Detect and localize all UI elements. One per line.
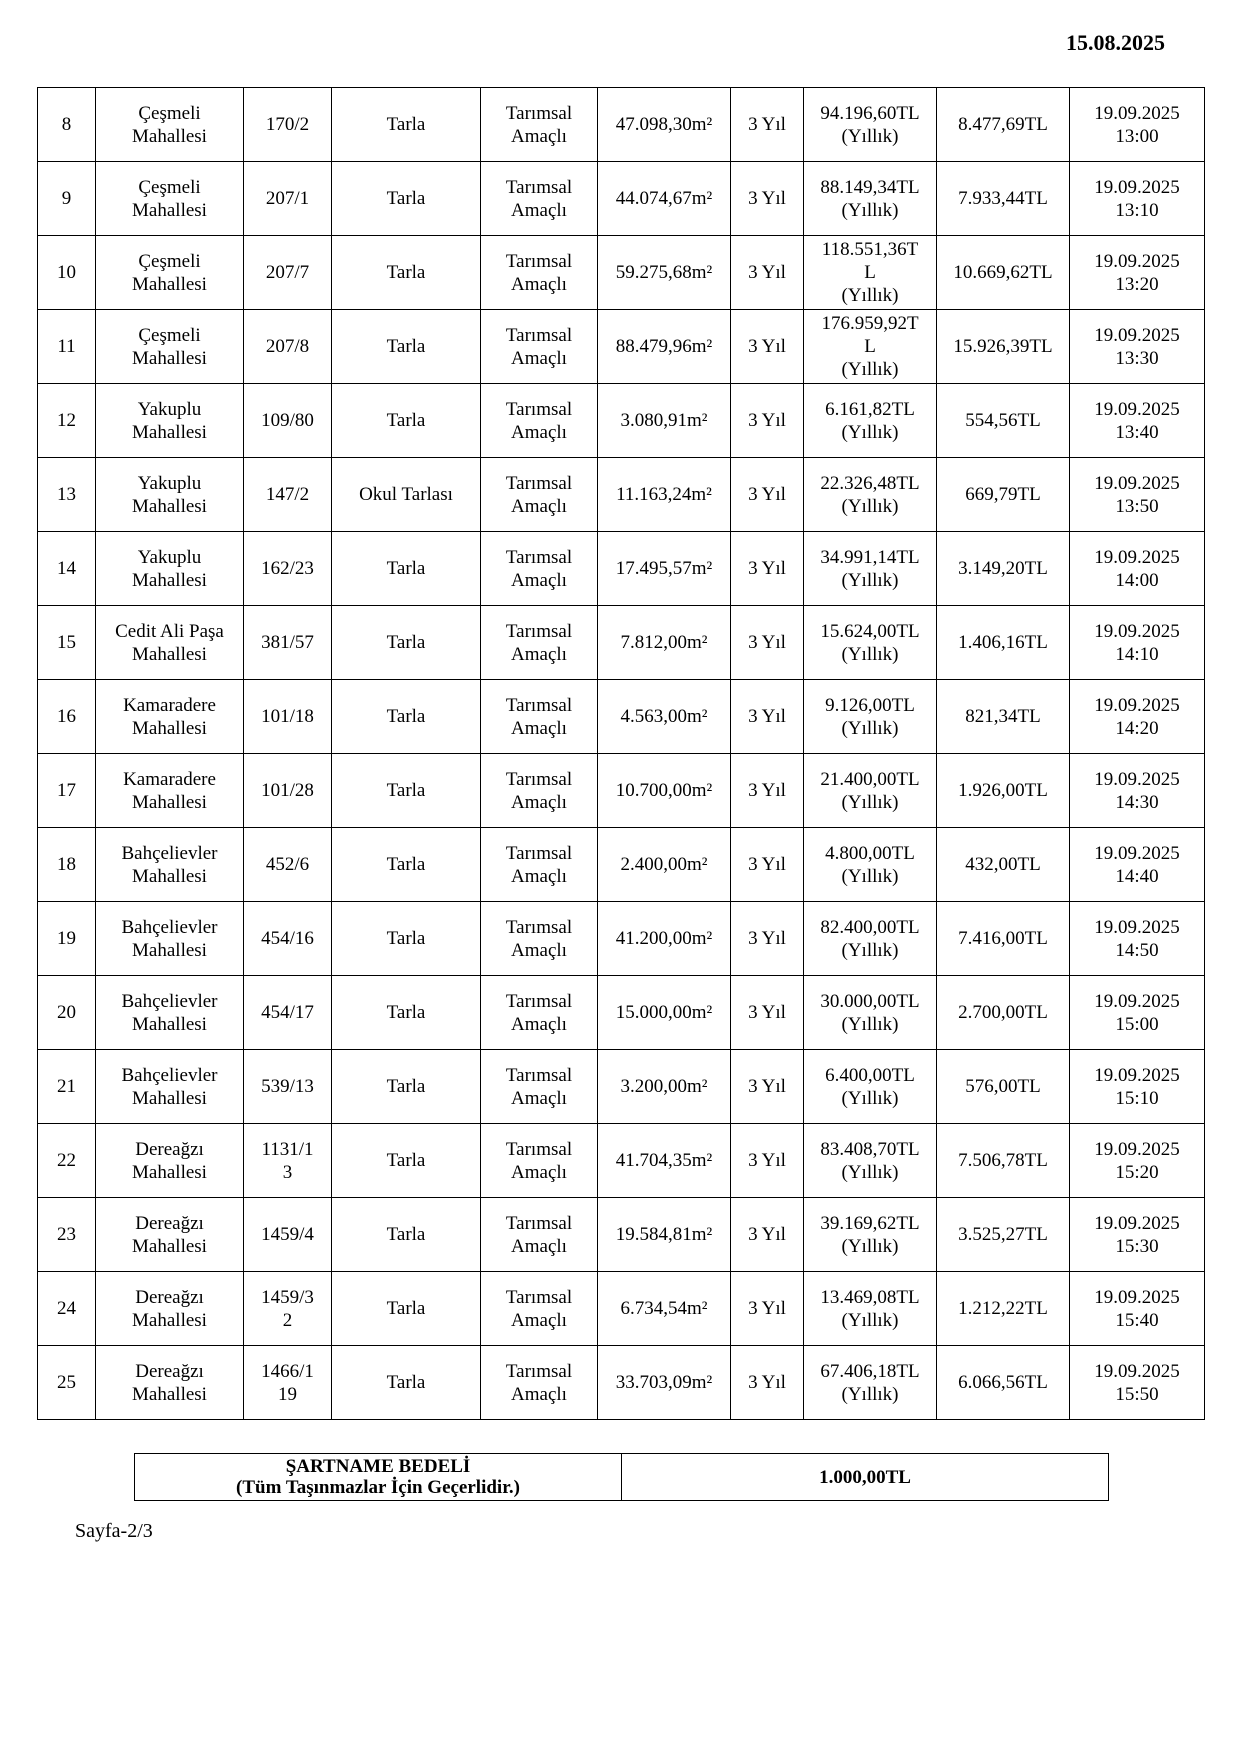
guarantee-cell: 1.212,22TL: [937, 1272, 1070, 1346]
duration-cell: 3 Yıl: [731, 976, 804, 1050]
neighborhood-cell: Yakuplu Mahallesi: [96, 532, 244, 606]
land-type-cell: Tarla: [332, 902, 481, 976]
table-row: [38, 606, 1205, 680]
guarantee-cell: 821,34TL: [937, 680, 1070, 754]
parcel-cell: 452/6: [244, 828, 332, 902]
duration-cell: 3 Yıl: [731, 1124, 804, 1198]
specification-fee-row: [135, 1454, 1109, 1501]
tender-datetime-cell: 19.09.2025 14:40: [1070, 828, 1205, 902]
purpose-cell: Tarımsal Amaçlı: [481, 310, 598, 384]
guarantee-cell: 7.933,44TL: [937, 162, 1070, 236]
land-type-cell: Tarla: [332, 606, 481, 680]
tender-datetime-cell: 19.09.2025 13:40: [1070, 384, 1205, 458]
neighborhood-cell: Yakuplu Mahallesi: [96, 458, 244, 532]
parcel-cell: 1459/3 2: [244, 1272, 332, 1346]
neighborhood-cell: Dereağzı Mahallesi: [96, 1272, 244, 1346]
area-cell: 6.734,54m²: [598, 1272, 731, 1346]
parcel-cell: 101/28: [244, 754, 332, 828]
tender-datetime-cell: 19.09.2025 14:20: [1070, 680, 1205, 754]
row-number: 19: [38, 902, 96, 976]
neighborhood-cell: Çeşmeli Mahallesi: [96, 310, 244, 384]
guarantee-cell: 3.525,27TL: [937, 1198, 1070, 1272]
duration-cell: 3 Yıl: [731, 236, 804, 310]
parcel-cell: 162/23: [244, 532, 332, 606]
parcel-cell: 109/80: [244, 384, 332, 458]
parcel-cell: 170/2: [244, 88, 332, 162]
estimated-price-cell: 21.400,00TL (Yıllık): [804, 754, 937, 828]
guarantee-cell: 554,56TL: [937, 384, 1070, 458]
neighborhood-cell: Cedit Ali Paşa Mahallesi: [96, 606, 244, 680]
area-cell: 44.074,67m²: [598, 162, 731, 236]
row-number: 18: [38, 828, 96, 902]
table-row: [38, 384, 1205, 458]
tender-datetime-cell: 19.09.2025 15:00: [1070, 976, 1205, 1050]
guarantee-cell: 7.506,78TL: [937, 1124, 1070, 1198]
neighborhood-cell: Çeşmeli Mahallesi: [96, 236, 244, 310]
estimated-price-cell: 34.991,14TL (Yıllık): [804, 532, 937, 606]
table-row: [38, 976, 1205, 1050]
duration-cell: 3 Yıl: [731, 1050, 804, 1124]
property-table-body: [38, 88, 1205, 1420]
tender-datetime-cell: 19.09.2025 15:30: [1070, 1198, 1205, 1272]
estimated-price-cell: 9.126,00TL (Yıllık): [804, 680, 937, 754]
area-cell: 2.400,00m²: [598, 828, 731, 902]
parcel-cell: 207/7: [244, 236, 332, 310]
estimated-price-cell: 39.169,62TL (Yıllık): [804, 1198, 937, 1272]
row-number: 11: [38, 310, 96, 384]
estimated-price-cell: 6.161,82TL (Yıllık): [804, 384, 937, 458]
row-number: 16: [38, 680, 96, 754]
purpose-cell: Tarımsal Amaçlı: [481, 1198, 598, 1272]
area-cell: 10.700,00m²: [598, 754, 731, 828]
tender-datetime-cell: 19.09.2025 14:50: [1070, 902, 1205, 976]
purpose-cell: Tarımsal Amaçlı: [481, 162, 598, 236]
land-type-cell: Tarla: [332, 384, 481, 458]
estimated-price-cell: 15.624,00TL (Yıllık): [804, 606, 937, 680]
neighborhood-cell: Bahçelievler Mahallesi: [96, 828, 244, 902]
purpose-cell: Tarımsal Amaçlı: [481, 976, 598, 1050]
estimated-price-cell: 6.400,00TL (Yıllık): [804, 1050, 937, 1124]
area-cell: 47.098,30m²: [598, 88, 731, 162]
parcel-cell: 539/13: [244, 1050, 332, 1124]
guarantee-cell: 3.149,20TL: [937, 532, 1070, 606]
area-cell: 3.080,91m²: [598, 384, 731, 458]
table-row: [38, 1050, 1205, 1124]
tender-datetime-cell: 19.09.2025 15:50: [1070, 1346, 1205, 1420]
land-type-cell: Tarla: [332, 236, 481, 310]
duration-cell: 3 Yıl: [731, 88, 804, 162]
guarantee-cell: 6.066,56TL: [937, 1346, 1070, 1420]
guarantee-cell: 1.406,16TL: [937, 606, 1070, 680]
estimated-price-cell: 22.326,48TL (Yıllık): [804, 458, 937, 532]
neighborhood-cell: Çeşmeli Mahallesi: [96, 162, 244, 236]
row-number: 10: [38, 236, 96, 310]
guarantee-cell: 1.926,00TL: [937, 754, 1070, 828]
duration-cell: 3 Yıl: [731, 384, 804, 458]
estimated-price-cell: 4.800,00TL (Yıllık): [804, 828, 937, 902]
land-type-cell: Tarla: [332, 532, 481, 606]
table-row: [38, 310, 1205, 384]
tender-datetime-cell: 19.09.2025 15:10: [1070, 1050, 1205, 1124]
duration-cell: 3 Yıl: [731, 458, 804, 532]
duration-cell: 3 Yıl: [731, 606, 804, 680]
guarantee-cell: 669,79TL: [937, 458, 1070, 532]
row-number: 14: [38, 532, 96, 606]
table-row: [38, 1272, 1205, 1346]
area-cell: 41.200,00m²: [598, 902, 731, 976]
tender-datetime-cell: 19.09.2025 15:40: [1070, 1272, 1205, 1346]
land-type-cell: Tarla: [332, 88, 481, 162]
duration-cell: 3 Yıl: [731, 1198, 804, 1272]
table-row: [38, 88, 1205, 162]
duration-cell: 3 Yıl: [731, 1272, 804, 1346]
row-number: 12: [38, 384, 96, 458]
row-number: 25: [38, 1346, 96, 1420]
row-number: 23: [38, 1198, 96, 1272]
parcel-cell: 454/16: [244, 902, 332, 976]
duration-cell: 3 Yıl: [731, 162, 804, 236]
row-number: 21: [38, 1050, 96, 1124]
neighborhood-cell: Bahçelievler Mahallesi: [96, 976, 244, 1050]
table-row: [38, 162, 1205, 236]
parcel-cell: 207/1: [244, 162, 332, 236]
area-cell: 59.275,68m²: [598, 236, 731, 310]
purpose-cell: Tarımsal Amaçlı: [481, 1272, 598, 1346]
purpose-cell: Tarımsal Amaçlı: [481, 88, 598, 162]
row-number: 15: [38, 606, 96, 680]
table-row: [38, 458, 1205, 532]
guarantee-cell: 8.477,69TL: [937, 88, 1070, 162]
estimated-price-cell: 82.400,00TL (Yıllık): [804, 902, 937, 976]
parcel-cell: 207/8: [244, 310, 332, 384]
guarantee-cell: 15.926,39TL: [937, 310, 1070, 384]
specification-fee-table: [134, 1453, 1109, 1501]
neighborhood-cell: Kamaradere Mahallesi: [96, 754, 244, 828]
land-type-cell: Tarla: [332, 1124, 481, 1198]
guarantee-cell: 7.416,00TL: [937, 902, 1070, 976]
land-type-cell: Tarla: [332, 754, 481, 828]
purpose-cell: Tarımsal Amaçlı: [481, 902, 598, 976]
table-row: [38, 1124, 1205, 1198]
neighborhood-cell: Dereağzı Mahallesi: [96, 1198, 244, 1272]
purpose-cell: Tarımsal Amaçlı: [481, 828, 598, 902]
purpose-cell: Tarımsal Amaçlı: [481, 1346, 598, 1420]
tender-datetime-cell: 19.09.2025 14:10: [1070, 606, 1205, 680]
guarantee-cell: 2.700,00TL: [937, 976, 1070, 1050]
purpose-cell: Tarımsal Amaçlı: [481, 1124, 598, 1198]
neighborhood-cell: Kamaradere Mahallesi: [96, 680, 244, 754]
area-cell: 7.812,00m²: [598, 606, 731, 680]
purpose-cell: Tarımsal Amaçlı: [481, 384, 598, 458]
neighborhood-cell: Çeşmeli Mahallesi: [96, 88, 244, 162]
land-type-cell: Okul Tarlası: [332, 458, 481, 532]
area-cell: 3.200,00m²: [598, 1050, 731, 1124]
property-table: [37, 87, 1205, 1420]
area-cell: 11.163,24m²: [598, 458, 731, 532]
tender-datetime-cell: 19.09.2025 13:00: [1070, 88, 1205, 162]
neighborhood-cell: Bahçelievler Mahallesi: [96, 902, 244, 976]
purpose-cell: Tarımsal Amaçlı: [481, 236, 598, 310]
tender-datetime-cell: 19.09.2025 13:20: [1070, 236, 1205, 310]
land-type-cell: Tarla: [332, 680, 481, 754]
estimated-price-cell: 13.469,08TL (Yıllık): [804, 1272, 937, 1346]
table-row: [38, 532, 1205, 606]
neighborhood-cell: Bahçelievler Mahallesi: [96, 1050, 244, 1124]
tender-datetime-cell: 19.09.2025 14:30: [1070, 754, 1205, 828]
land-type-cell: Tarla: [332, 310, 481, 384]
area-cell: 33.703,09m²: [598, 1346, 731, 1420]
parcel-cell: 1131/1 3: [244, 1124, 332, 1198]
parcel-cell: 1459/4: [244, 1198, 332, 1272]
tender-datetime-cell: 19.09.2025 13:30: [1070, 310, 1205, 384]
duration-cell: 3 Yıl: [731, 310, 804, 384]
table-row: [38, 1198, 1205, 1272]
estimated-price-cell: 94.196,60TL (Yıllık): [804, 88, 937, 162]
area-cell: 4.563,00m²: [598, 680, 731, 754]
parcel-cell: 147/2: [244, 458, 332, 532]
tender-datetime-cell: 19.09.2025 14:00: [1070, 532, 1205, 606]
purpose-cell: Tarımsal Amaçlı: [481, 606, 598, 680]
land-type-cell: Tarla: [332, 1050, 481, 1124]
land-type-cell: Tarla: [332, 1346, 481, 1420]
parcel-cell: 1466/1 19: [244, 1346, 332, 1420]
page-number: Sayfa-2/3: [75, 1520, 153, 1542]
table-row: [38, 754, 1205, 828]
table-row: [38, 1346, 1205, 1420]
duration-cell: 3 Yıl: [731, 680, 804, 754]
area-cell: 17.495,57m²: [598, 532, 731, 606]
area-cell: 19.584,81m²: [598, 1198, 731, 1272]
row-number: 13: [38, 458, 96, 532]
neighborhood-cell: Dereağzı Mahallesi: [96, 1346, 244, 1420]
table-row: [38, 236, 1205, 310]
estimated-price-cell: 88.149,34TL (Yıllık): [804, 162, 937, 236]
purpose-cell: Tarımsal Amaçlı: [481, 680, 598, 754]
parcel-cell: 454/17: [244, 976, 332, 1050]
table-row: [38, 902, 1205, 976]
tender-datetime-cell: 19.09.2025 13:10: [1070, 162, 1205, 236]
land-type-cell: Tarla: [332, 162, 481, 236]
duration-cell: 3 Yıl: [731, 828, 804, 902]
estimated-price-cell: 83.408,70TL (Yıllık): [804, 1124, 937, 1198]
duration-cell: 3 Yıl: [731, 754, 804, 828]
purpose-cell: Tarımsal Amaçlı: [481, 754, 598, 828]
duration-cell: 3 Yıl: [731, 1346, 804, 1420]
land-type-cell: Tarla: [332, 828, 481, 902]
tender-datetime-cell: 19.09.2025 15:20: [1070, 1124, 1205, 1198]
parcel-cell: 381/57: [244, 606, 332, 680]
estimated-price-cell: 30.000,00TL (Yıllık): [804, 976, 937, 1050]
row-number: 24: [38, 1272, 96, 1346]
specification-fee-value: 1.000,00TL: [622, 1454, 1109, 1501]
estimated-price-cell: 176.959,92T L (Yıllık): [804, 310, 937, 384]
guarantee-cell: 10.669,62TL: [937, 236, 1070, 310]
purpose-cell: Tarımsal Amaçlı: [481, 458, 598, 532]
parcel-cell: 101/18: [244, 680, 332, 754]
tender-datetime-cell: 19.09.2025 13:50: [1070, 458, 1205, 532]
row-number: 8: [38, 88, 96, 162]
row-number: 9: [38, 162, 96, 236]
area-cell: 88.479,96m²: [598, 310, 731, 384]
document-date: 15.08.2025: [1066, 30, 1165, 55]
estimated-price-cell: 67.406,18TL (Yıllık): [804, 1346, 937, 1420]
land-type-cell: Tarla: [332, 1272, 481, 1346]
purpose-cell: Tarımsal Amaçlı: [481, 1050, 598, 1124]
neighborhood-cell: Yakuplu Mahallesi: [96, 384, 244, 458]
estimated-price-cell: 118.551,36T L (Yıllık): [804, 236, 937, 310]
land-type-cell: Tarla: [332, 976, 481, 1050]
purpose-cell: Tarımsal Amaçlı: [481, 532, 598, 606]
guarantee-cell: 576,00TL: [937, 1050, 1070, 1124]
land-type-cell: Tarla: [332, 1198, 481, 1272]
table-row: [38, 828, 1205, 902]
area-cell: 41.704,35m²: [598, 1124, 731, 1198]
row-number: 22: [38, 1124, 96, 1198]
area-cell: 15.000,00m²: [598, 976, 731, 1050]
row-number: 17: [38, 754, 96, 828]
table-row: [38, 680, 1205, 754]
duration-cell: 3 Yıl: [731, 532, 804, 606]
row-number: 20: [38, 976, 96, 1050]
guarantee-cell: 432,00TL: [937, 828, 1070, 902]
neighborhood-cell: Dereağzı Mahallesi: [96, 1124, 244, 1198]
specification-fee-label: ŞARTNAME BEDELİ (Tüm Taşınmazlar İçin Geçerlidir.): [135, 1454, 622, 1501]
duration-cell: 3 Yıl: [731, 902, 804, 976]
